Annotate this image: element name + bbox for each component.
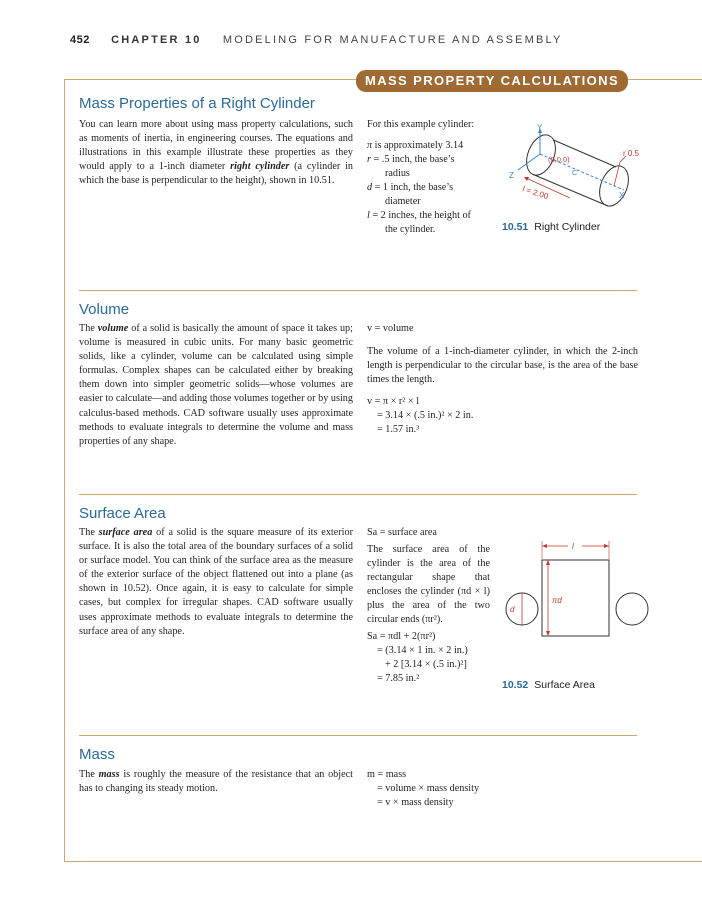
label-pid: πd	[552, 596, 562, 605]
cylinder-paragraph: You can learn more about using mass property calculations, such as moments of inertia, in engineering courses. The equations and illustrations in this example illustrate these properties as they would apply to a 1-inch diameter right cylinder (a cylinder in which the base is perpendicular to the height), shown in 10.51.	[79, 119, 354, 187]
surface-area-figure	[498, 538, 658, 646]
surface-eq-2: = (3.14 × 1 in. × 2 in.)	[377, 645, 468, 656]
page-number: 452	[70, 34, 90, 46]
surface-definition: Sa = surface area	[367, 527, 437, 538]
volume-equations	[367, 395, 473, 437]
volume-section-title: Volume	[79, 301, 130, 318]
def-r: r = .5 inch, the base’s	[367, 154, 455, 165]
origin-label: (0,0,0)	[548, 155, 570, 164]
surface-equations	[367, 630, 468, 686]
volume-eq-2: = 3.14 × (.5 in.)² × 2 in.	[377, 410, 474, 421]
term-right-cylinder: right cylinder	[230, 161, 290, 173]
def-r-cont: radius	[385, 168, 410, 179]
section-divider	[79, 290, 637, 291]
mass-eq-1: m = mass	[367, 769, 407, 780]
def-d-cont: diameter	[385, 196, 421, 207]
axis-z-label: Z	[509, 171, 514, 180]
surface-eq-1: Sa = πdl + 2(πr²)	[367, 631, 436, 642]
cylinder-section-title: Mass Properties of a Right Cylinder	[79, 95, 315, 112]
chapter-label: CHAPTER 10	[111, 34, 202, 46]
mass-paragraph: The mass is roughly the measure of the resistance that an object has to changing its steady motion.	[79, 769, 353, 795]
center-label: C	[572, 170, 578, 177]
volume-text: The volume of a 1-inch-diameter cylinder, in which the 2-inch length is perpendicular to the circular base, is the area of the base times the length.	[367, 346, 638, 385]
mass-eq-2: = volume × mass density	[377, 783, 480, 794]
def-l: l = 2 inches, the height of	[367, 210, 471, 221]
figure-caption-10-51: 10.51 Right Cylinder	[502, 221, 601, 233]
running-header	[70, 34, 563, 46]
axis-x-label: X	[619, 191, 625, 200]
surface-text: The surface area of the cylinder is the area of the rectangular shape that encloses the cylinder (πd × l) plus the area of the two circular ends (πr²).	[367, 544, 490, 625]
volume-definition: v = volume	[367, 323, 414, 334]
def-d: d = 1 inch, the base’s	[367, 182, 454, 193]
frame-bottom-rule	[64, 861, 702, 862]
section-banner: MASS PROPERTY CALCULATIONS	[356, 70, 628, 92]
term-volume: volume	[97, 323, 129, 334]
volume-eq-1: v = π × r² × l	[367, 396, 420, 407]
surface-section-title: Surface Area	[79, 505, 166, 522]
frame-left-rule	[64, 79, 65, 861]
figure-caption-10-52: 10.52 Surface Area	[502, 679, 595, 691]
cylinder-definitions	[367, 118, 474, 237]
volume-paragraph: The volume of a solid is basically the amount of space it takes up; volume is measured in cubic units. For many basic geometric solids, like a cylinder, volume can be calculated using simple formulas. Complex shapes can be calculated either by breaking them down into simpler geometric solids—whose volumes are easier to calculate—and adding those volumes together or by using calculus-based methods. CAD software usually uses approximate methods to evaluate integrals to determine the volume and mass properties of any shape.	[79, 323, 353, 447]
surface-eq-4: = 7.85 in.²	[377, 673, 420, 684]
label-l: l	[572, 542, 574, 551]
def-pi: π is approximately 3.14	[367, 140, 464, 151]
surface-paragraph: The surface area of a solid is the square measure of its exterior surface. It is also the total area of the boundary surfaces of a solid or surface model. You can think of the surface area as the measure of the exterior surface of the object flattened out into a plane (as shown in 10.52). Once again, it is easy to calculate for simple cases, but complex for irregular shapes. CAD software usually uses approximate methods to evaluate integrals to determine the surface area of any shape.	[79, 527, 353, 637]
chapter-title: MODELING FOR MANUFACTURE AND ASSEMBLY	[222, 34, 563, 46]
right-cylinder-figure	[496, 118, 646, 218]
defs-intro: For this example cylinder:	[367, 119, 475, 130]
axis-y-label: Y	[537, 123, 543, 132]
section-divider	[79, 494, 637, 495]
term-mass: mass	[98, 769, 120, 780]
label-d: d	[510, 605, 515, 614]
term-surface-area: surface area	[98, 527, 153, 538]
section-divider	[79, 735, 637, 736]
surface-eq-3: + 2 [3.14 × (.5 in.)²]	[385, 659, 467, 670]
def-l-cont: the cylinder.	[385, 224, 436, 235]
mass-equations	[367, 768, 479, 810]
mass-section-title: Mass	[79, 746, 115, 763]
radius-label: r 0.5	[623, 149, 640, 158]
length-label: l = 2.00	[521, 184, 550, 202]
volume-eq-3: = 1.57 in.³	[377, 424, 420, 435]
mass-eq-3: = v × mass density	[377, 797, 454, 808]
